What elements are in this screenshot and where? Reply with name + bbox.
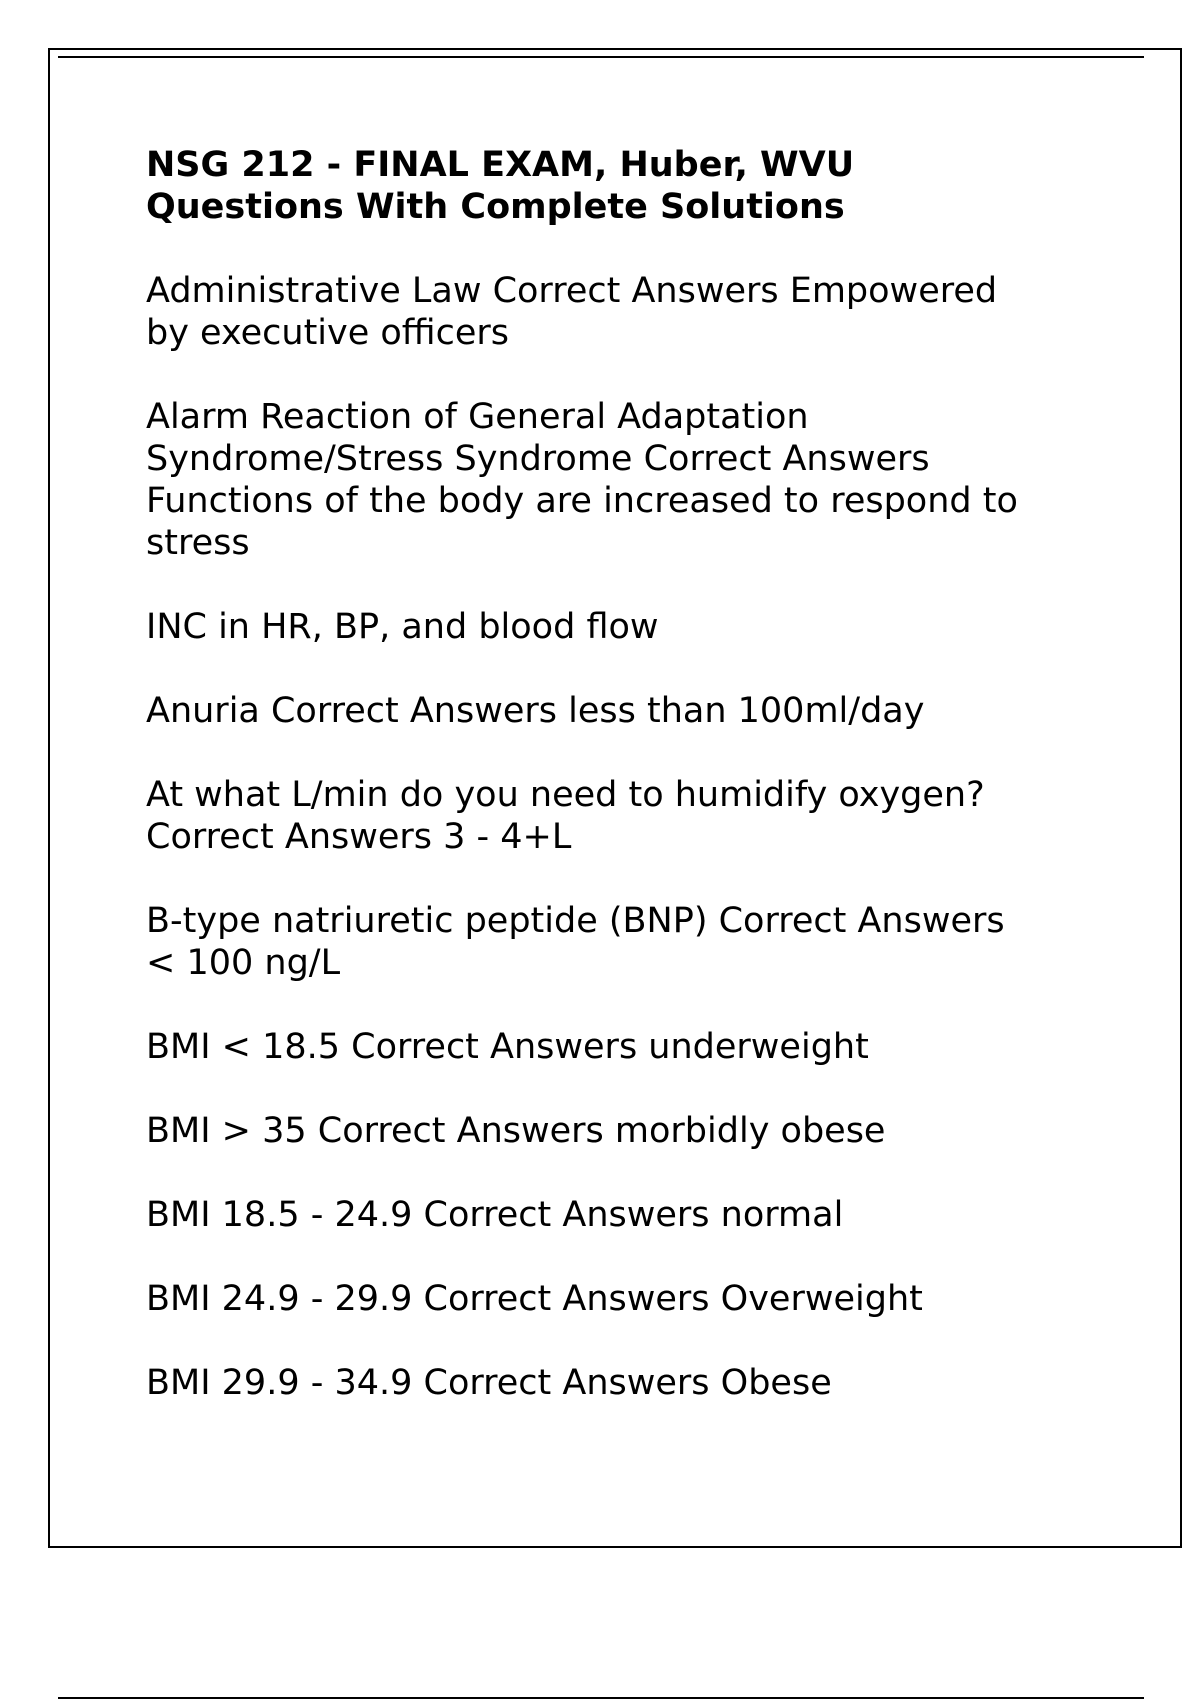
qa-item-alarm-reaction — [146, 396, 1086, 564]
qa-line: Syndrome/Stress Syndrome Correct Answers — [146, 439, 930, 479]
qa-line: Functions of the body are increased to respond to — [146, 481, 1018, 521]
qa-line: < 100 ng/L — [146, 943, 341, 983]
qa-item-bmi-normal — [146, 1194, 1086, 1236]
qa-line: Administrative Law Correct Answers Empowered — [146, 271, 998, 311]
qa-line: BMI 18.5 - 24.9 Correct Answers normal — [146, 1195, 844, 1235]
document-content — [146, 144, 1086, 1446]
qa-item-bnp — [146, 900, 1086, 984]
qa-line: Anuria Correct Answers less than 100ml/day — [146, 691, 925, 731]
top-rule — [58, 56, 1144, 58]
qa-line: BMI 24.9 - 29.9 Correct Answers Overweight — [146, 1279, 923, 1319]
qa-item-bmi-obese — [146, 1362, 1086, 1404]
title-line: NSG 212 - FINAL EXAM, Huber, WVU — [146, 145, 855, 185]
qa-item-inc-hr-bp — [146, 606, 1086, 648]
qa-line: by executive officers — [146, 313, 510, 353]
qa-line: Alarm Reaction of General Adaptation — [146, 397, 809, 437]
qa-item-humidify-oxygen — [146, 774, 1086, 858]
qa-item-anuria — [146, 690, 1086, 732]
document-title — [146, 144, 1086, 228]
qa-line: At what L/min do you need to humidify oxygen? — [146, 775, 985, 815]
title-line: Questions With Complete Solutions — [146, 187, 845, 227]
qa-item-bmi-morbidly-obese — [146, 1110, 1086, 1152]
qa-item-bmi-underweight — [146, 1026, 1086, 1068]
qa-line: B-type natriuretic peptide (BNP) Correct Answers — [146, 901, 1005, 941]
qa-line: BMI > 35 Correct Answers morbidly obese — [146, 1111, 886, 1151]
qa-item-administrative-law — [146, 270, 1086, 354]
qa-line: Correct Answers 3 - 4+L — [146, 817, 572, 857]
qa-line: BMI 29.9 - 34.9 Correct Answers Obese — [146, 1363, 832, 1403]
qa-item-bmi-overweight — [146, 1278, 1086, 1320]
qa-line: stress — [146, 523, 250, 563]
qa-line: BMI < 18.5 Correct Answers underweight — [146, 1027, 869, 1067]
bottom-rule — [58, 1697, 1144, 1699]
qa-line: INC in HR, BP, and blood flow — [146, 607, 659, 647]
